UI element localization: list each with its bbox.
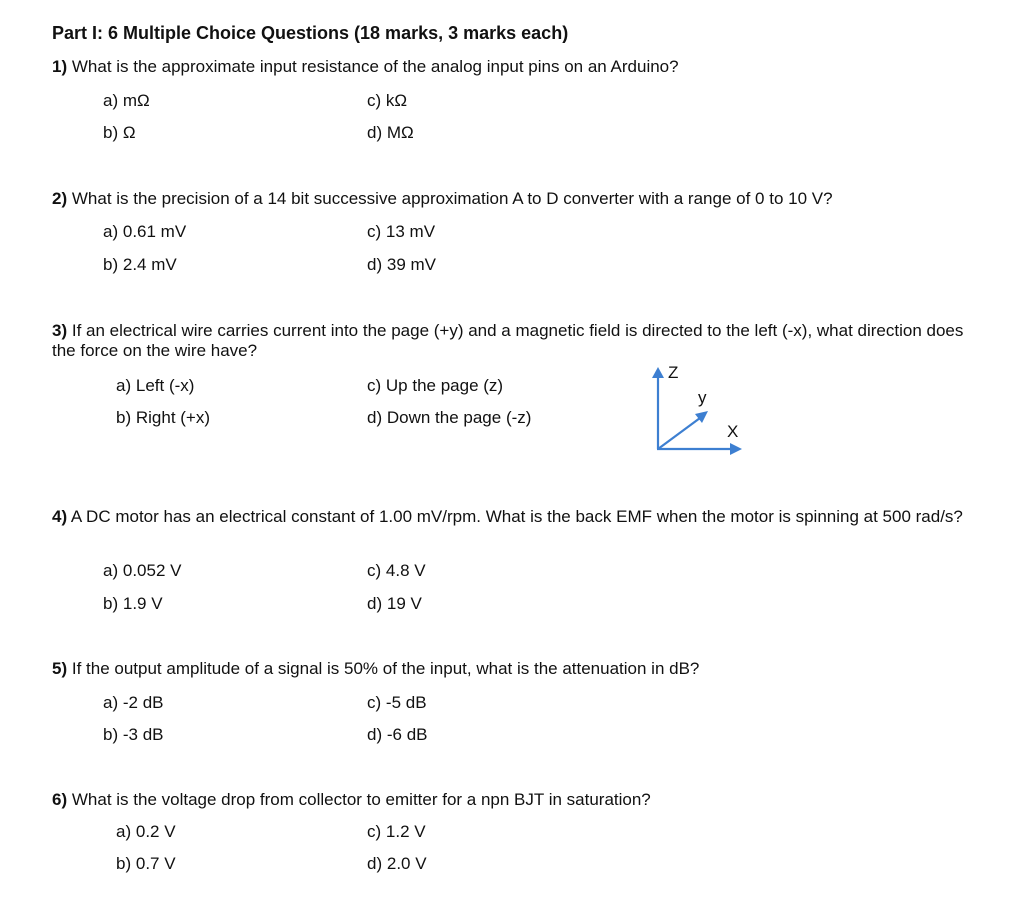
option-5a [103, 693, 164, 713]
option-text: 39 mV [386, 255, 436, 274]
option-text: -6 dB [386, 725, 428, 744]
option-text: 13 mV [385, 222, 436, 241]
question-number: 6) [52, 790, 68, 809]
option-text: 0.052 V [122, 561, 182, 580]
option-letter: a) [116, 376, 132, 395]
option-text: Ω [122, 123, 136, 142]
option-letter: b) [103, 255, 119, 274]
option-4b [103, 594, 163, 614]
question-5 [52, 659, 699, 679]
option-text: Up the page (z) [385, 376, 504, 395]
option-text: Left (-x) [135, 376, 195, 395]
option-text: Down the page (-z) [386, 408, 532, 427]
option-4d [367, 594, 422, 614]
option-letter: c) [367, 561, 382, 580]
option-3d [367, 408, 531, 428]
question-text: What is the voltage drop from collector to emitter for a npn BJT in saturation? [71, 790, 651, 809]
question-4 [52, 507, 982, 527]
question-number: 2) [52, 189, 68, 208]
option-text: kΩ [385, 91, 408, 110]
question-text: A DC motor has an electrical constant of 1.00 mV/rpm. What is the back EMF when the motor is spinning at 500 rad/s? [70, 507, 963, 526]
option-text: 1.9 V [122, 594, 163, 613]
option-text: 0.2 V [135, 822, 176, 841]
option-text: 1.2 V [385, 822, 426, 841]
question-text: What is the precision of a 14 bit successive approximation A to D converter with a range of 0 to 10 V? [71, 189, 833, 208]
option-1a [103, 91, 150, 111]
option-letter: d) [367, 594, 383, 613]
option-letter: b) [103, 725, 119, 744]
option-letter: d) [367, 408, 383, 427]
question-text: If an electrical wire carries current into the page (+y) and a magnetic field is directed to the left (-x), what direction does the force on the wire have? [52, 321, 964, 360]
option-letter: c) [367, 91, 382, 110]
option-letter: c) [367, 822, 382, 841]
option-5c [367, 693, 427, 713]
z-axis-label: Z [668, 364, 679, 382]
y-axis-label: y [698, 388, 707, 407]
question-number: 1) [52, 57, 68, 76]
question-number: 5) [52, 659, 68, 678]
option-3b [116, 408, 210, 428]
option-text: 2.4 mV [122, 255, 177, 274]
option-letter: d) [367, 123, 383, 142]
option-letter: a) [103, 222, 119, 241]
option-text: 0.61 mV [122, 222, 187, 241]
option-5b [103, 725, 164, 745]
option-text: 4.8 V [385, 561, 426, 580]
option-2c [367, 222, 435, 242]
option-4a [103, 561, 181, 581]
option-6d [367, 854, 427, 874]
option-letter: b) [103, 123, 119, 142]
option-1c [367, 91, 407, 111]
option-letter: b) [116, 854, 132, 873]
option-6c [367, 822, 426, 842]
option-letter: a) [103, 693, 119, 712]
question-text: If the output amplitude of a signal is 50% of the input, what is the attenuation in dB? [71, 659, 700, 678]
option-letter: b) [116, 408, 132, 427]
option-2a [103, 222, 186, 242]
page-title: Part I: 6 Multiple Choice Questions (18 marks, 3 marks each) [52, 23, 569, 43]
question-text: What is the approximate input resistance of the analog input pins on an Arduino? [71, 57, 679, 76]
option-6a [116, 822, 176, 842]
y-axis-line [658, 418, 700, 449]
option-text: -5 dB [385, 693, 427, 712]
option-letter: b) [103, 594, 119, 613]
option-text: Right (+x) [135, 408, 211, 427]
option-letter: d) [367, 854, 383, 873]
option-letter: a) [103, 91, 119, 110]
option-letter: d) [367, 725, 383, 744]
option-text: MΩ [386, 123, 414, 142]
option-letter: d) [367, 255, 383, 274]
option-letter: a) [116, 822, 132, 841]
x-axis-arrowhead [730, 443, 742, 455]
option-text: 19 V [386, 594, 422, 613]
option-text: -2 dB [122, 693, 164, 712]
option-letter: c) [367, 693, 382, 712]
option-2d [367, 255, 436, 275]
question-2 [52, 189, 833, 209]
option-3a [116, 376, 194, 396]
option-letter: a) [103, 561, 119, 580]
axes-diagram [650, 364, 750, 456]
question-1 [52, 57, 679, 77]
option-1b [103, 123, 136, 143]
option-text: 0.7 V [135, 854, 176, 873]
option-1d [367, 123, 414, 143]
z-axis-arrowhead [652, 367, 664, 378]
option-2b [103, 255, 177, 275]
question-number: 3) [52, 321, 68, 340]
option-3c [367, 376, 503, 396]
option-4c [367, 561, 426, 581]
option-5d [367, 725, 428, 745]
question-3 [52, 321, 982, 361]
x-axis-label: X [727, 422, 739, 441]
option-6b [116, 854, 176, 874]
option-letter: c) [367, 376, 382, 395]
option-letter: c) [367, 222, 382, 241]
option-text: -3 dB [122, 725, 164, 744]
option-text: mΩ [122, 91, 150, 110]
question-6 [52, 790, 651, 810]
question-number: 4) [52, 507, 68, 526]
option-text: 2.0 V [386, 854, 427, 873]
